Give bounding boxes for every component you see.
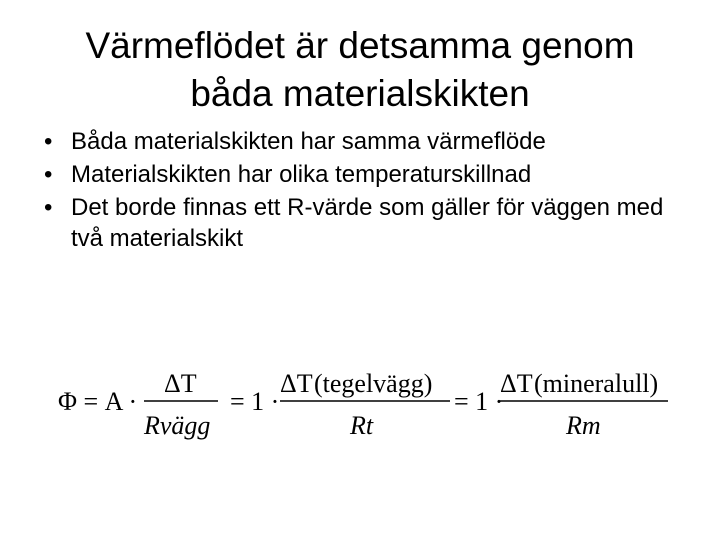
fraction-3-numerator-text: (mineralull) <box>534 369 659 398</box>
formula-equals-1: = 1 · <box>230 387 280 416</box>
fraction-3-denominator: Rm <box>566 411 601 440</box>
formula-equals-2: = 1 · <box>454 387 504 416</box>
fraction-1-denominator: Rvägg <box>144 411 211 440</box>
bullet-item <box>44 159 684 190</box>
bullet-item <box>44 192 684 254</box>
bullet-item <box>44 126 684 157</box>
bullet-text: Det borde finnas ett R-värde som gäller för väggen med två materialskikt <box>71 194 664 252</box>
bullet-text: Båda materialskikten har samma värmeflöde <box>71 128 546 155</box>
slide-title-line-1: Värmeflödet är detsamma genom <box>85 25 635 66</box>
bullet-dot: • <box>44 161 53 188</box>
fraction-2-denominator: Rt <box>350 411 374 440</box>
fraction-2-numerator-text: (tegelvägg) <box>314 369 433 398</box>
heat-flow-formula <box>58 364 678 454</box>
fraction-3-numerator-delta: ΔT <box>500 369 533 398</box>
slide-title <box>0 22 720 118</box>
bullet-list <box>44 126 684 256</box>
slide-title-line-2: båda materialskikten <box>190 73 530 114</box>
fraction-2-numerator-delta: ΔT <box>280 369 313 398</box>
bullet-dot: • <box>44 194 53 221</box>
fraction-1-numerator: ΔT <box>164 369 197 398</box>
formula-lhs: Φ = A · <box>58 387 138 416</box>
bullet-text: Materialskikten har olika temperaturskillnad <box>71 161 532 188</box>
bullet-dot: • <box>44 128 53 155</box>
